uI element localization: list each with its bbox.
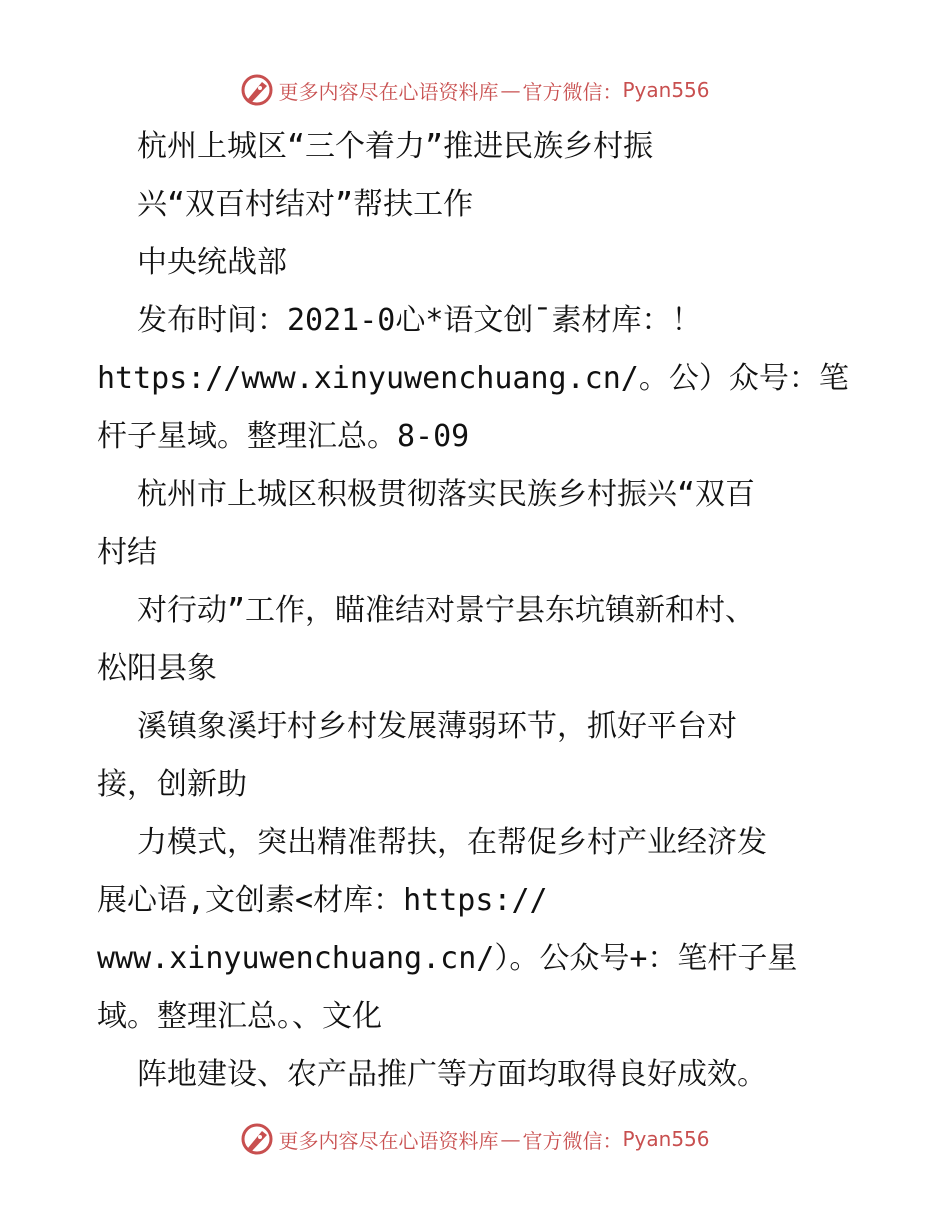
document-body — [97, 118, 887, 1104]
pen-nib-logo-icon — [240, 73, 274, 107]
document-line: 溪镇象溪圩村乡村发展薄弱环节，抓好平台对 — [137, 709, 737, 744]
banner-wechat-id: Pyan556 — [622, 78, 710, 102]
footer-banner — [0, 1119, 950, 1159]
banner-wechat-label: 官方微信： — [522, 79, 623, 104]
document-line: 对行动”工作，瞄准结对景宁县东坑镇新和村、 — [137, 593, 756, 628]
banner-wechat-id: Pyan556 — [622, 1127, 710, 1151]
document-line: 杭州上城区“三个着力”推进民族乡村振 — [137, 129, 654, 164]
document-line: 阵地建设、农产品推广等方面均取得良好成效。 — [137, 1057, 767, 1092]
document-line: www.xinyuwenchuang.cn/）。公众号+：笔杆子星 — [97, 941, 798, 976]
document-line: 力模式，突出精准帮扶，在帮促乡村产业经济发 — [137, 825, 767, 860]
document-line: 杆子星域。整理汇总。8-09 — [97, 419, 470, 454]
document-line: 松阳县象 — [97, 651, 217, 686]
document-line: 发布时间：2021-0心*语文创¯素材库：！ — [137, 303, 702, 338]
banner-main-text: 更多内容尽在心语资料库 — [278, 79, 499, 104]
document-line: 村结 — [97, 535, 157, 570]
document-line: 展心语,文创素<材库：https:// — [97, 883, 548, 918]
document-line: https://www.xinyuwenchuang.cn/。公）众号：笔 — [97, 361, 849, 396]
banner-separator: — — [500, 1127, 521, 1151]
document-line: 兴“双百村结对”帮扶工作 — [137, 187, 474, 222]
document-line: 接，创新助 — [97, 767, 247, 802]
header-banner — [0, 70, 950, 110]
document-line: 域。整理汇总。、文化 — [97, 999, 382, 1034]
banner-separator: — — [500, 78, 521, 102]
pen-nib-logo-icon — [240, 1122, 274, 1156]
document-line: 中央统战部 — [137, 245, 287, 280]
banner-main-text: 更多内容尽在心语资料库 — [278, 1128, 499, 1153]
banner-wechat-label: 官方微信： — [522, 1128, 623, 1153]
document-line: 杭州市上城区积极贯彻落实民族乡村振兴“双百 — [137, 477, 756, 512]
